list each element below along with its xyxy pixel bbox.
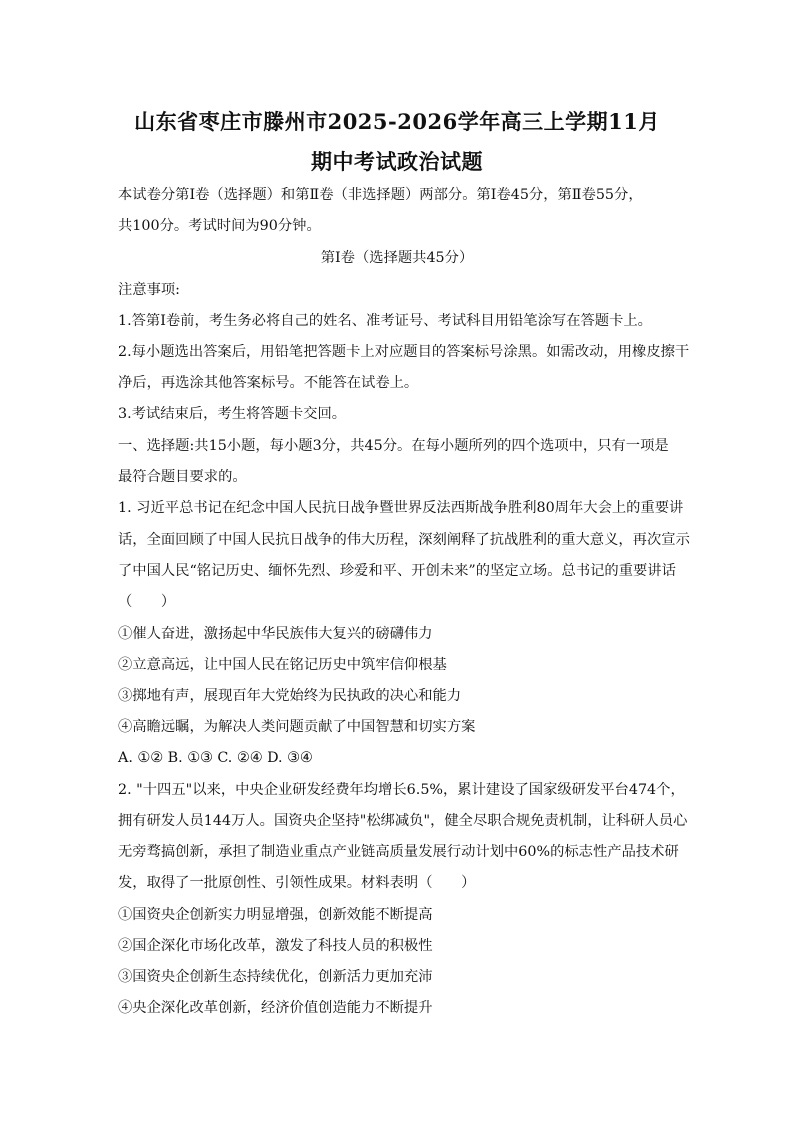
q1-stem-line-4: （ ）	[118, 594, 176, 610]
section1-line-1: 一、选择题:共15小题，每小题3分，共45分。在每小题所列的四个选项中，只有一项是	[118, 438, 669, 454]
q2-stem-line-4: 发，取得了一批原创性、引领性成果。材料表明（ ）	[118, 875, 476, 891]
q2-option-4: ④央企深化改革创新，经济价值创造能力不断提升	[118, 1000, 433, 1016]
section1-line-2: 最符合题目要求的。	[118, 469, 247, 485]
q2-option-1: ①国资央企创新实力明显增强，创新效能不断提高	[118, 907, 433, 923]
q1-stem-line-1: 1. 习近平总书记在纪念中国人民抗日战争暨世界反法西斯战争胜利80周年大会上的重要讲	[118, 500, 684, 516]
note-line-4: 3.考试结束后，考生将答题卡交回。	[118, 406, 347, 422]
note-line-2: 2.每小题选出答案后，用铅笔把答题卡上对应题目的答案标号涂黑。如需改动，用橡皮擦干	[118, 344, 690, 360]
q1-answer-choices: A. ①② B. ①③ C. ②④ D. ③④	[118, 750, 313, 766]
intro-line-2: 共100分。考试时间为90分钟。	[118, 218, 321, 234]
note-line-3: 净后，再选涂其他答案标号。不能答在试卷上。	[118, 375, 419, 391]
part1-heading: 第Ⅰ卷（选择题共45分）	[320, 250, 474, 266]
q1-option-3: ③掷地有声，展现百年大党始终为民执政的决心和能力	[118, 688, 462, 704]
q1-stem-line-3: 了中国人民“铭记历史、缅怀先烈、珍爱和平、开创未来”的坚定立场。总书记的重要讲话	[118, 563, 676, 579]
q2-stem-line-3: 无旁骛搞创新，承担了制造业重点产业链高质量发展行动计划中60%的标志性产品技术研	[118, 844, 679, 860]
exam-title-line-1: 山东省枣庄市滕州市2025-2026学年高三上学期11月	[134, 109, 660, 134]
note-line-1: 1.答第Ⅰ卷前，考生务必将自己的姓名、准考证号、考试科目用铅笔涂写在答题卡上。	[118, 313, 652, 329]
q2-stem-line-2: 拥有研发人员144万人。国资央企坚持"松绑减负"，健全尽职合规免责机制，让科研人员心	[118, 813, 688, 829]
q1-option-1: ①催人奋进，激扬起中华民族伟大复兴的磅礴伟力	[118, 626, 433, 642]
exam-title-line-2: 期中考试政治试题	[311, 149, 483, 174]
q1-stem-line-2: 话，全面回顾了中国人民抗日战争的伟大历程，深刻阐释了抗战胜利的重大意义，再次宣示	[118, 532, 690, 548]
q1-option-2: ②立意高远，让中国人民在铭记历史中筑牢信仰根基	[118, 657, 447, 673]
q1-option-4: ④高瞻远瞩，为解决人类问题贡献了中国智慧和切实方案	[118, 719, 476, 735]
notes-heading: 注意事项:	[118, 282, 181, 298]
q2-option-3: ③国资央企创新生态持续优化，创新活力更加充沛	[118, 969, 433, 985]
q2-stem-line-1: 2. "十四五"以来，中央企业研发经费年均增长6.5%，累计建设了国家级研发平台474个，	[118, 782, 685, 798]
q2-option-2: ②国企深化市场化改革，激发了科技人员的积极性	[118, 938, 433, 954]
intro-line-1: 本试卷分第Ⅰ卷（选择题）和第Ⅱ卷（非选择题）两部分。第Ⅰ卷45分，第Ⅱ卷55分，	[118, 187, 643, 203]
